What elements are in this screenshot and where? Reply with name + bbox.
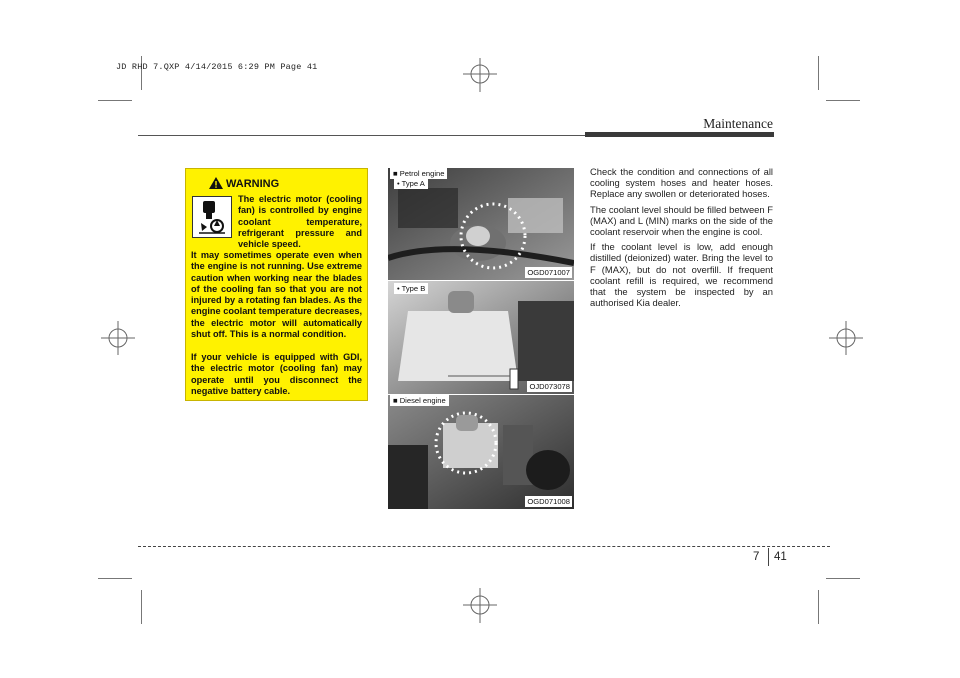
body-text <box>590 166 773 312</box>
figure-petrol-type-a <box>388 168 574 280</box>
figure-heading: ■ Diesel engine <box>390 395 449 406</box>
registration-mark-bottom <box>455 585 505 635</box>
figure-petrol-type-b <box>388 281 574 394</box>
warning-paragraph-1: The electric motor (cooling fan) is controlled by engine coolant temperature, refrigerant pressure and vehicle speed. <box>238 194 362 250</box>
body-paragraph-3: If the coolant level is low, add enough distilled (deionized) water. Bring the level to F (MAX), but do not overfill. If frequent coolant refill is required, we recommend that the system be inspected by an authorised Kia dealer. <box>590 241 773 309</box>
figure-heading: ■ Petrol engine <box>390 168 447 179</box>
registration-mark-left <box>98 318 138 358</box>
registration-mark-right <box>826 318 866 358</box>
header-bar <box>585 132 774 137</box>
warning-paragraph-3: If your vehicle is equipped with GDI, the electric motor (cooling fan) may operate until you disconnect the negative battery cable. <box>191 352 362 396</box>
warning-title: WARNING <box>226 178 280 190</box>
engine-photo-type-b <box>388 281 574 394</box>
footer-rule <box>138 546 830 547</box>
figure-diesel <box>388 395 574 509</box>
figure-sublabel: • Type A <box>394 178 428 189</box>
page-number-divider <box>768 548 769 566</box>
chapter-number: 7 <box>753 551 760 563</box>
body-paragraph-1: Check the condition and connections of all cooling system hoses and heater hoses. Replace any swollen or deteriorated hoses. <box>590 166 773 200</box>
section-title: Maintenance <box>703 116 773 131</box>
warning-paragraph-2: It may sometimes operate even when the engine is not running. Use extreme caution when working near the blades of the cooling fan so that you are not injured by a rotating fan blades. As the engine coolant temperature decreases, the electric motor will automatically shut off. This is a normal condition. <box>191 250 362 340</box>
body-paragraph-2: The coolant level should be filled between F (MAX) and L (MIN) marks on the side of the coolant reservoir when the engine is cool. <box>590 203 773 238</box>
print-slug: JD RHD 7.QXP 4/14/2015 6:29 PM Page 41 <box>116 62 318 72</box>
figure-code: OGD071007 <box>527 268 570 277</box>
cooling-fan-hazard-icon <box>192 196 232 238</box>
figure-code: OJD073078 <box>529 382 570 391</box>
warning-triangle-icon <box>208 176 224 190</box>
figure-sublabel: • Type B <box>394 283 428 294</box>
warning-box <box>185 168 368 401</box>
registration-mark-top <box>455 56 505 106</box>
engine-photo-diesel <box>388 395 574 509</box>
page-number: 41 <box>774 551 787 563</box>
figure-code: OGD071008 <box>527 497 570 506</box>
